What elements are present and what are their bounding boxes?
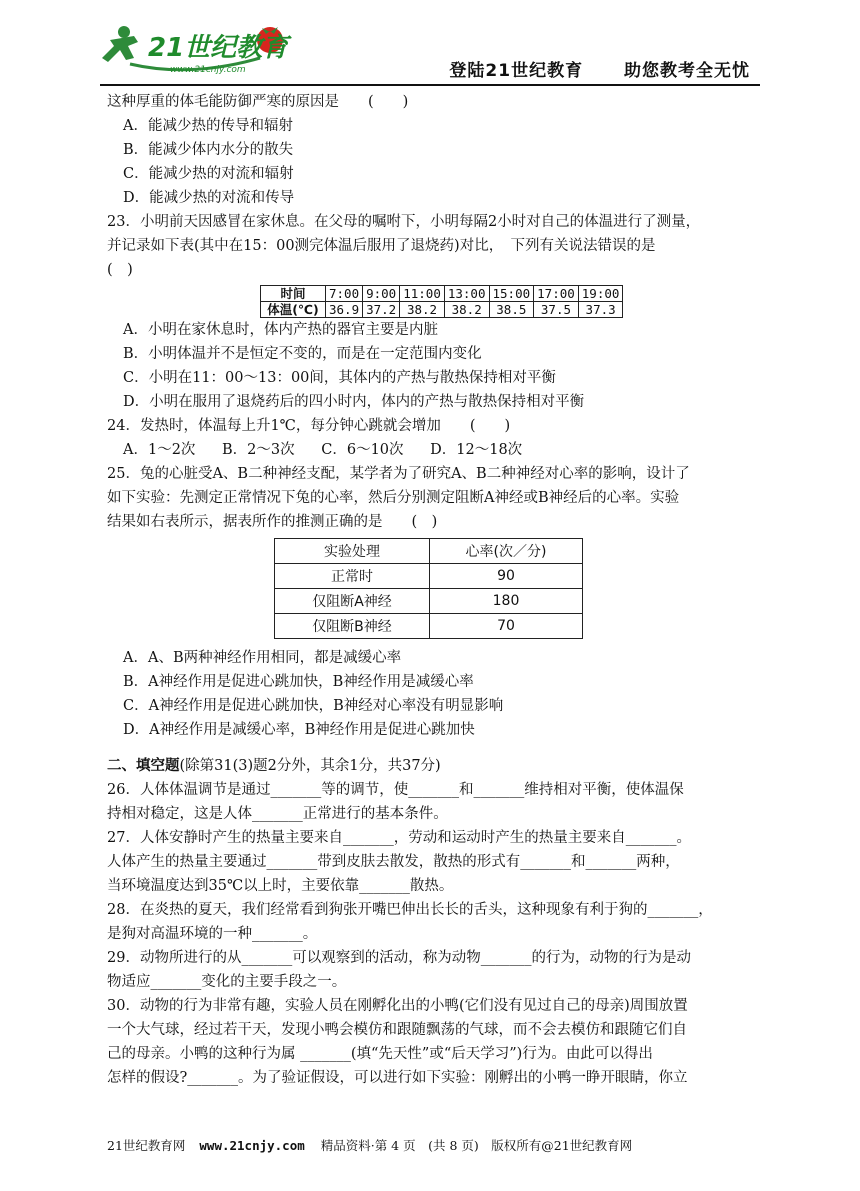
table-cell: 仅阻断A神经 [275,589,430,614]
exam-content [107,90,757,1090]
section-note: (除第31(3)题2分外，其余1分，共37分) [179,758,441,774]
q24-option-d: D．12～18次 [430,442,523,458]
q25-option-d: D．A神经作用是减缓心率，B神经作用是促进心跳加快 [123,722,475,738]
table-cell: 37.3 [578,302,623,318]
q28-line-1: 28．在炎热的夏天，我们经常看到狗张开嘴巴伸出长长的舌头，这种现象有利于狗的_______， [107,902,713,918]
section-title: 二、填空题 [107,757,180,774]
table-row [275,589,583,614]
table-cell: 38.2 [444,302,489,318]
table-cell: 13:00 [444,286,489,302]
q23-stem-line-2: 并记录如下表(其中在15：00测完体温后服用了退烧药)对比， 下列有关说法错误的是 [107,238,656,254]
q24-options [107,438,757,462]
q23-table-wrap [107,282,757,318]
table-cell: 正常时 [275,564,430,589]
slogan-right: 助您教考全无忧 [624,61,750,81]
q23-stem-line-1: 23．小明前天因感冒在家休息。在父母的嘱咐下，小明每隔2小时对自己的体温进行了测量， [107,214,701,230]
temperature-table [260,285,623,318]
q29-line-1: 29．动物所进行的从_______可以观察到的活动，称为动物_______的行为，动物的行为是动 [107,950,691,966]
table-header-cell: 实验处理 [275,539,430,564]
table-cell: 仅阻断B神经 [275,614,430,639]
page-footer [107,1136,632,1154]
table-cell: 36.9 [326,302,363,318]
q30-line-4: 怎样的假设?_______。为了验证假设，可以进行如下实验：刚孵出的小鸭一睁开眼睛，你立 [107,1070,688,1086]
table-cell: 19:00 [578,286,623,302]
q22-option-a: A．能减少热的传导和辐射 [123,118,293,134]
table-row [261,286,623,302]
table-cell: 38.2 [400,302,445,318]
table-cell: 90 [430,564,583,589]
q25-option-a: A．A、B两种神经作用相同，都是减缓心率 [123,650,402,666]
table-cell: 11:00 [400,286,445,302]
q30-line-2: 一个大气球，经过若干天，发现小鸭会模仿和跟随飘荡的气球，而不会去模仿和跟随它们自 [107,1022,687,1038]
footer-site-link[interactable]: www.21cnjy.com [199,1138,305,1153]
running-figure-icon [102,26,138,62]
table-header-temperature: 体温(℃) [261,302,326,318]
svg-text:21世纪教育: 21世纪教育 [148,33,289,63]
q24-option-a: A．1～2次 [123,442,196,458]
q30-line-3: 己的母亲。小鸭的这种行为属 _______(填“先天性”或“后天学习”)行为。由此可以得出 [107,1046,653,1062]
table-cell: 180 [430,589,583,614]
q30-line-1: 30．动物的行为非常有趣，实验人员在刚孵化出的小鸭(它们没有见过自己的母亲)周围放置 [107,998,688,1014]
q23-stem-line-3: ( ) [107,262,133,278]
table-row [261,302,623,318]
table-header-time: 时间 [261,286,326,302]
q22-stem: 这种厚重的体毛能防御严寒的原因是 ( ) [107,94,409,110]
q22-option-d: D．能减少热的对流和传导 [123,190,295,206]
q23-option-a: A．小明在家休息时，体内产热的器官主要是内脏 [123,322,438,338]
table-cell: 9:00 [363,286,400,302]
section-heading [107,754,757,778]
q26-line-1: 26．人体体温调节是通过_______等的调节，使_______和_______维持相对平衡，使体温保 [107,782,684,798]
q22-option-b: B．能减少体内水分的散失 [123,142,294,158]
q25-stem-line-2: 如下实验：先测定正常情况下兔的心率，然后分别测定阻断A神经或B神经后的心率。实验 [107,490,680,506]
q22-option-c: C．能减少热的对流和辐射 [123,166,294,182]
slogan-left: 登陆21世纪教育 [449,61,584,81]
q25-option-b: B．A神经作用是促进心跳加快，B神经作用是减缓心率 [123,674,474,690]
table-header-cell: 心率(次／分) [430,539,583,564]
table-header-row [275,539,583,564]
table-row [275,564,583,589]
q24-option-b: B．2～3次 [222,442,295,458]
q25-stem-line-3: 结果如右表所示，据表所作的推测正确的是 ( ) [107,514,438,530]
q27-line-3: 当环境温度达到35℃以上时，主要依靠_______散热。 [107,878,454,894]
q25-option-c: C．A神经作用是促进心跳加快，B神经对心率没有明显影响 [123,698,504,714]
q27-line-2: 人体产生的热量主要通过_______带到皮肤去散发，散热的形式有_______和_______两种， [107,854,680,870]
table-cell: 17:00 [534,286,579,302]
header-slogan [449,56,750,81]
header-rule [100,84,760,86]
q23-option-c: C．小明在11：00～13：00间，其体内的产热与散热保持相对平衡 [123,370,556,386]
table-cell: 38.5 [489,302,534,318]
spacer [107,742,757,754]
q25-table-wrap [107,534,757,646]
table-cell: 15:00 [489,286,534,302]
q26-line-2: 持相对稳定，这是人体_______正常进行的基本条件。 [107,806,448,822]
q24-stem: 24．发热时，体温每上升1℃，每分钟心跳就会增加 ( ) [107,418,511,434]
table-cell: 70 [430,614,583,639]
svg-text:www.21cnjy.com: www.21cnjy.com [170,65,246,75]
q28-line-2: 是狗对高温环境的一种_______。 [107,926,318,942]
footer-right: 精品资料·第 4 页 (共 8 页) 版权所有@21世纪教育网 [320,1138,633,1153]
21cnjy-logo [100,18,310,78]
q27-line-1: 27．人体安静时产生的热量主要来自_______，劳动和运动时产生的热量主要来自_______。 [107,830,691,846]
q24-option-c: C．6～10次 [321,442,404,458]
footer-left: 21世纪教育网 [107,1138,186,1153]
q23-option-d: D．小明在服用了退烧药后的四小时内，体内的产热与散热保持相对平衡 [123,394,585,410]
table-cell: 37.5 [534,302,579,318]
table-row [275,614,583,639]
heart-rate-table [274,538,583,639]
q29-line-2: 物适应_______变化的主要手段之一。 [107,974,347,990]
q25-stem-line-1: 25．兔的心脏受A、B二种神经支配，某学者为了研究A、B二种神经对心率的影响，设计了 [107,466,690,482]
page-header [100,18,760,84]
q23-option-b: B．小明体温并不是恒定不变的，而是在一定范围内变化 [123,346,482,362]
table-cell: 37.2 [363,302,400,318]
table-cell: 7:00 [326,286,363,302]
